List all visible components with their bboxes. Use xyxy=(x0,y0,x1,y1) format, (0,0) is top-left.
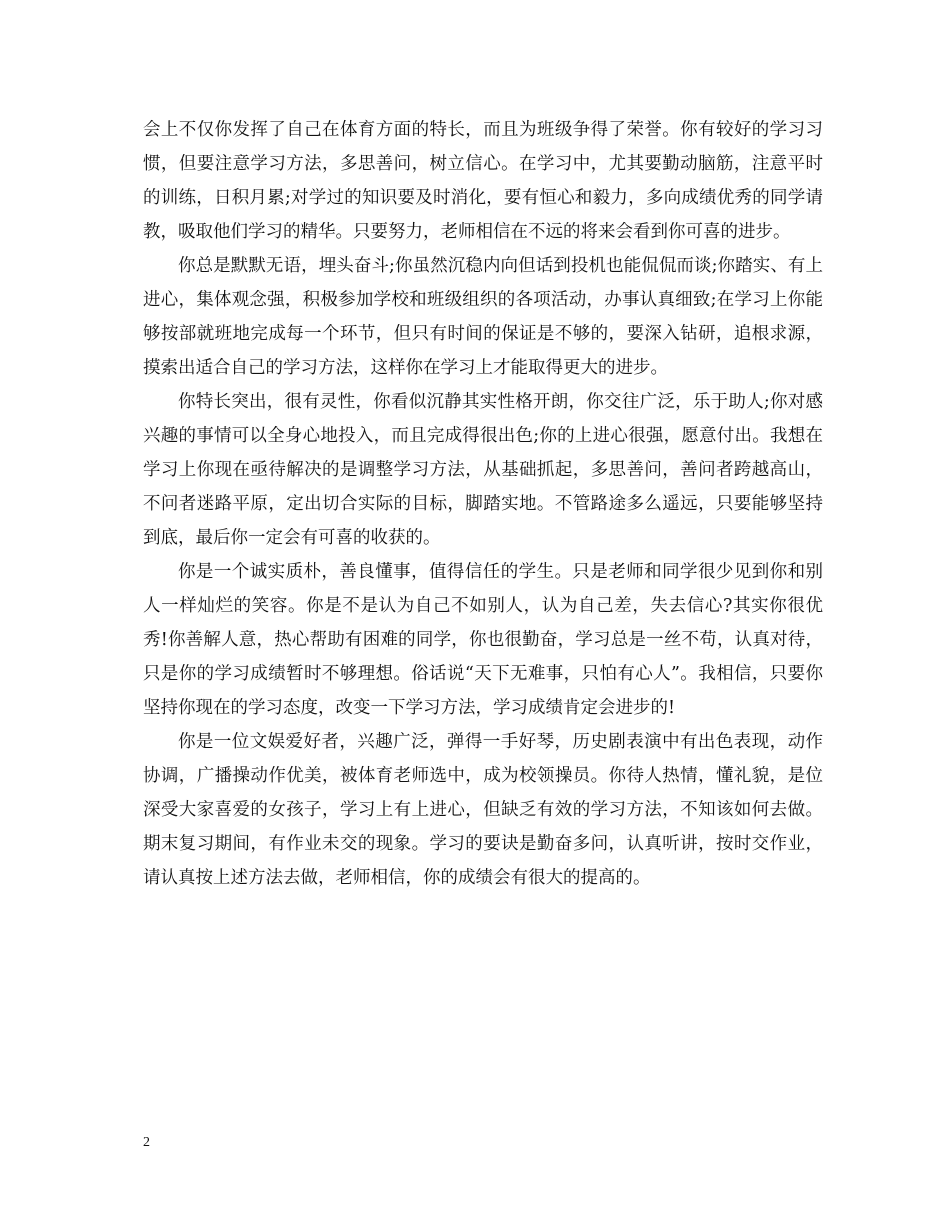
paragraph-2: 你总是默默无语，埋头奋斗;你虽然沉稳内向但话到投机也能侃侃而谈;你踏实、有上进心，集体观念强，积极参加学校和班级组织的各项活动，办事认真细致;在学习上你能够按部就班地完成每一个环节，但只有时间的保证是不够的，要深入钻研，追根求源，摸索出适合自己的学习方法，这样你在学习上才能取得更大的进步。 xyxy=(143,256,823,378)
paragraph-1: 会上不仅你发挥了自己在体育方面的特长，而且为班级争得了荣誉。你有较好的学习习惯，但要注意学习方法，多思善问，树立信心。在学习中，尤其要勤动脑筋，注意平时的训练，日积月累;对学过的知识要及时消化，要有恒心和毅力，多向成绩优秀的同学请教，吸取他们学习的精华。只要努力，老师相信在不远的将来会看到你可喜的进步。 xyxy=(143,120,823,242)
document-body xyxy=(143,113,823,895)
paragraph-4: 你是一个诚实质朴，善良懂事，值得信任的学生。只是老师和同学很少见到你和别人一样灿烂的笑容。你是不是认为自己不如别人，认为自己差，失去信心?其实你很优秀!你善解人意，热心帮助有困难的同学，你也很勤奋，学习总是一丝不苟，认真对待，只是你的学习成绩暂时不够理想。俗话说“天下无难事，只怕有心人”。我相信，只要你坚持你现在的学习态度，改变一下学习方法，学习成绩肯定会进步的! xyxy=(143,562,823,718)
paragraph-3: 你特长突出，很有灵性，你看似沉静其实性格开朗，你交往广泛，乐于助人;你对感兴趣的事情可以全身心地投入，而且完成得很出色;你的上进心很强，愿意付出。我想在学习上你现在亟待解决的是调整学习方法，从基础抓起，多思善问，善问者跨越高山，不问者迷路平原，定出切合实际的目标，脚踏实地。不管路途多么遥远，只要能够坚持到底，最后你一定会有可喜的收获的。 xyxy=(143,392,823,548)
paragraph-5: 你是一位文娱爱好者，兴趣广泛，弹得一手好琴，历史剧表演中有出色表现，动作协调，广播操动作优美，被体育老师选中，成为校领操员。你待人热情，懂礼貌，是位深受大家喜爱的女孩子，学习上有上进心，但缺乏有效的学习方法，不知该如何去做。期末复习期间，有作业未交的现象。学习的要诀是勤奋多问，认真听讲，按时交作业，请认真按上述方法去做，老师相信，你的成绩会有很大的提高的。 xyxy=(143,732,823,888)
page-number: 2 xyxy=(143,1135,150,1150)
